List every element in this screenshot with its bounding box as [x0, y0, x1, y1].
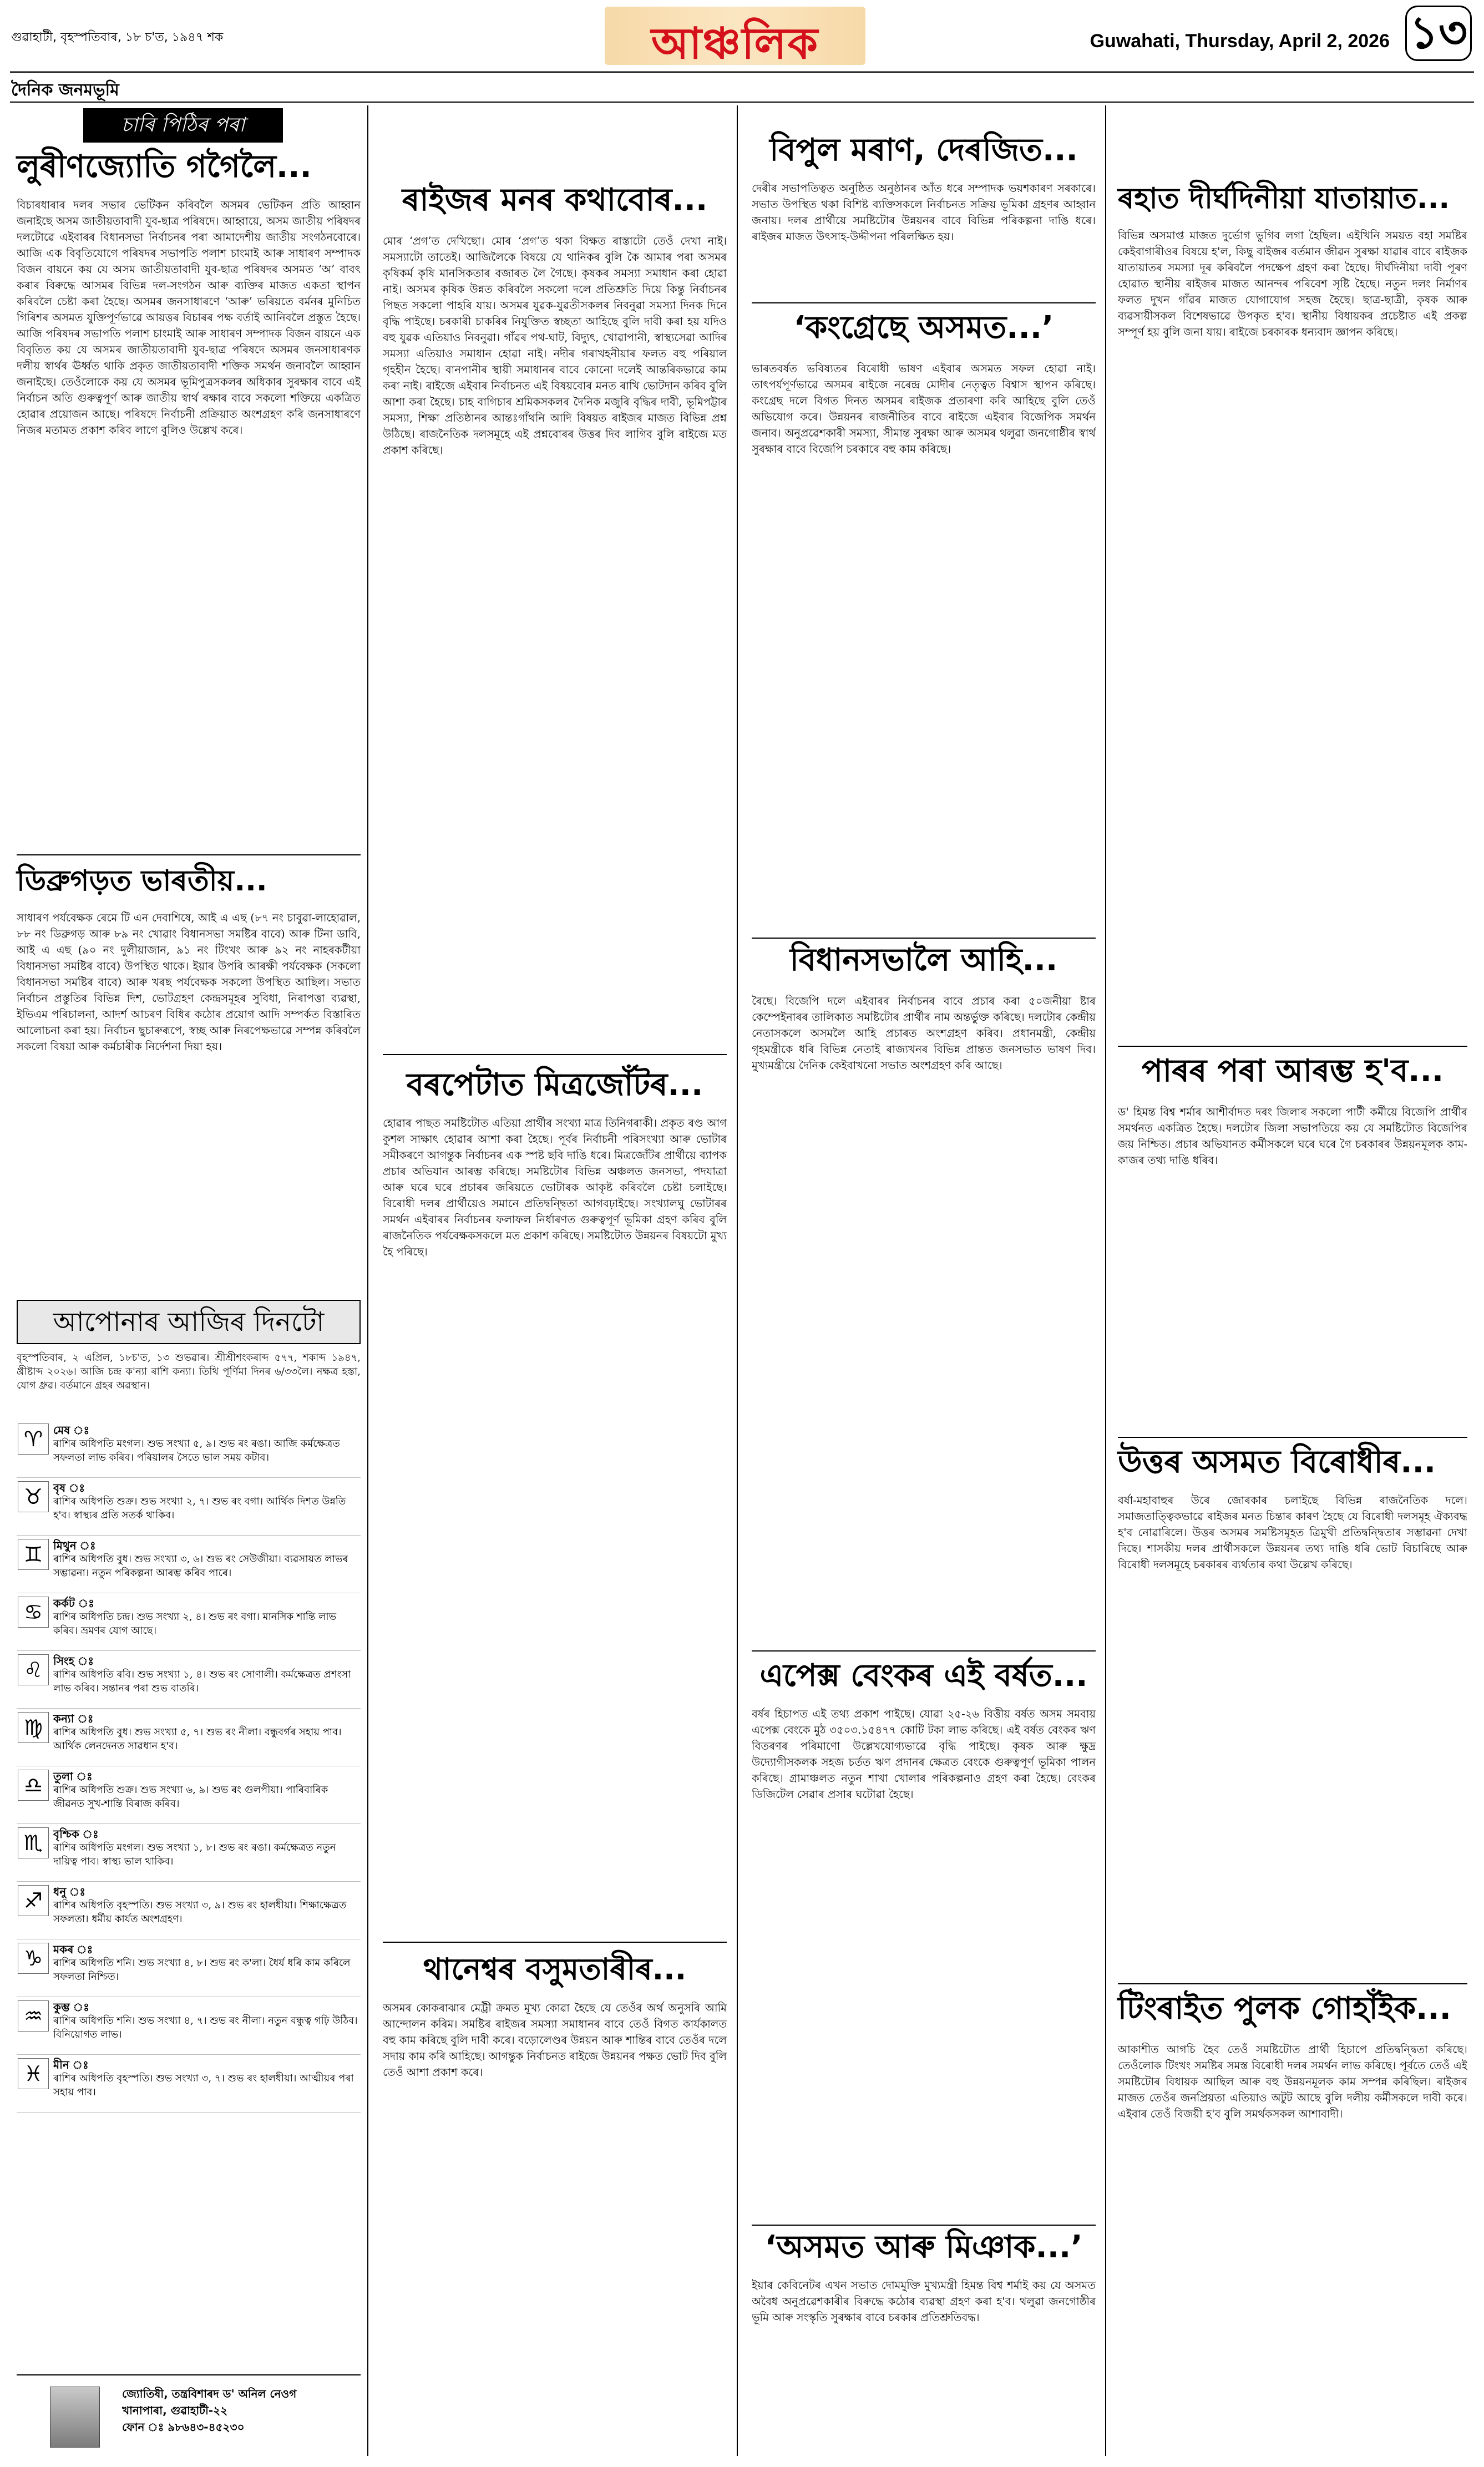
horoscope-row — [17, 1651, 361, 1709]
header-date-english: Guwahati, Thursday, April 2, 2026 — [1090, 31, 1390, 52]
horoscope-row — [17, 1536, 361, 1593]
zodiac-name: সিংহ ঃ — [53, 1654, 94, 1668]
headline: ‘অসমত আৰু মিঞাক...’ — [764, 2229, 1083, 2265]
headline: বিধানসভালৈ আহি... — [789, 942, 1058, 978]
astrologer-box — [17, 2374, 361, 2452]
horoscope-row — [17, 1766, 361, 1824]
astrologer-info — [122, 2385, 296, 2435]
horoscope-row — [17, 1420, 361, 1478]
masthead-logo — [605, 7, 865, 68]
zodiac-name: বৃশ্চিক ঃ — [53, 1827, 99, 1841]
article-body: ইয়াৰ কেবিনেটৰ এখন সভাত দোমমুক্তি মুখ্যমন্ত্ৰী হিমন্ত বিশ্ব শৰ্মাই কয় যে অসমত অবৈধ অনুপ্ৰৱেশকাৰীৰ বিৰুদ্ধে কঠোৰ ব্যৱস্থা গ্ৰহণ কৰা হ'ব। থলুৱা জনগোষ্ঠীৰ ভূমি আৰু সংস্কৃতি সুৰক্ষাৰ বাবে চৰকাৰ প্ৰতিশ্ৰুতিবদ্ধ। — [752, 2279, 1096, 2324]
article-body: মোৰ ‘প্ৰগ’ত দেখিছো। মোৰ ‘প্ৰগ’ত থকা বিক্ষত ৰাস্তাটো তেওঁ দেখা নাই। সমস্যাটো তাতেই। আজিলৈকে বিষয়ে যে থানিকৰ বুলি কৈ আমাৰ পৰা অসমৰ কৃষিকৰ্ম কৃষি মানসিকতাৰ বজাৰত লৈ গৈছে। কৃষকৰ সমস্যা সমাধান কৰা হোৱা নাই। অসমৰ কৃষিক উন্নত কৰিবলৈ সকলো দলে প্ৰতিশ্ৰুতি দিয়ে কিন্তু নিৰ্বাচনৰ পিছত সকলো পাহৰি যায়। অসমৰ যুৱক-যুৱতীসকলৰ নিবনুৱা সমস্যা দিনক দিনে বৃদ্ধি পাইছে। চৰকাৰী চাকৰিৰ নিযুক্তিত স্বচ্ছতা আহিছে বুলি দাবী কৰা হয় যদিও বহু যুৱক এতিয়াও নিবনুৱা। গাঁৱৰ পথ-ঘাট, বিদ্যুৎ, খোৱাপানী, স্বাস্থ্যসেৱা আদিৰ সমস্যা এতিয়াও সমাধান হোৱা নাই। নদীৰ গৰাখহনীয়াৰ ফলত বহু পৰিয়াল গৃহহীন হৈছে। বানপানীৰ স্থায়ী সমাধানৰ বাবে কোনো দলেই আন্তৰিকভাৱে কাম কৰা নাই। ৰাইজে এইবাৰ নিৰ্বাচনত এই বিষয়বোৰ মনত ৰাখি ভোটদান কৰিব বুলি আশা কৰা হৈছে। চাহ বাগিচাৰ শ্ৰমিকসকলৰ দৈনিক মজুৰি বৃদ্ধিৰ দাবী, ভূমিপট্টাৰ সমস্যা, শিক্ষা প্ৰতিষ্ঠানৰ আন্তঃগাঁথনি আদি বিষয়ত ৰাইজৰ মাজত বিভিন্ন প্ৰশ্ন উঠিছে। ৰাজনৈতিক দলসমূহে এই প্ৰশ্নবোৰৰ উত্তৰ দিব লাগিব বুলি ৰাইজে মত প্ৰকাশ কৰিছে। — [383, 235, 727, 457]
zodiac-text: ৰাশিৰ অধিপতি বুধ। শুভ সংখ্যা ৩, ৬। শুভ ৰং সেউজীয়া। ব্যৱসায়ত লাভৰ সম্ভাৱনা। নতুন পৰিকল্পনা আৰম্ভ কৰিব পাৰে। — [53, 1553, 348, 1579]
zodiac-text: ৰাশিৰ অধিপতি মংগল। শুভ সংখ্যা ৫, ৯। শুভ ৰং ৰঙা। আজি কৰ্মক্ষেত্ৰত সফলতা লাভ কৰিব। পৰিয়ালৰ সৈতে ভাল সময় কটাব। — [53, 1438, 340, 1463]
headline: পাৰৰ পৰা আৰম্ভ হ'ব... — [1141, 1053, 1444, 1089]
zodiac-icon: ♍ — [18, 1712, 49, 1743]
horoscope-title: আপোনাৰ আজিৰ দিনটো — [17, 1300, 361, 1344]
zodiac-text: ৰাশিৰ অধিপতি শুক্ৰ। শুভ সংখ্যা ২, ৭। শুভ ৰং বগা। আৰ্থিক দিশত উন্নতি হ'ব। স্বাস্থ্যৰ প্ৰতি সতৰ্ক থাকিব। — [53, 1496, 346, 1521]
page-number: ১৩ — [1405, 6, 1472, 61]
astrologer-name: জ্যোতিষী, তন্ত্ৰবিশাৰদ ড' অনিল নেওগ — [122, 2387, 297, 2400]
headline: ৰাইজৰ মনৰ কথাবোৰ... — [402, 182, 708, 218]
column-divider — [1105, 105, 1106, 2456]
article-body: বিভিন্ন অসমাপ্ত মাজত দুৰ্ভোগ ভুগিব লগা হৈছিল। এইখিনি সময়ত বহা সমষ্টিৰ কেইবাগাৰীওৰ বিষয়ে হ'ল, কিছু বাইজৰ বৰ্তমান জীৱন সুৰক্ষা যাৱাৰ বাবে ৰাইজক যাতায়াতৰ সমস্যা দূৰ কৰিবলৈ পদক্ষেপ গ্ৰহণ কৰা হৈছে। দীৰ্ঘদিনীয়া দাবী পূৰণ হোৱাত স্থানীয় ৰাইজৰ মাজত আনন্দৰ পৰিবেশ সৃষ্টি হৈছে। নতুন দলং নিৰ্মাণৰ ফলত দুখন গাঁৱৰ মাজত যোগাযোগ সহজ হৈছে। ছাত্ৰ-ছাত্ৰী, কৃষক আৰু ব্যৱসায়ীসকল বিশেষভাৱে উপকৃত হ'ব। স্থানীয় বিধায়কৰ প্ৰচেষ্টাত এই প্ৰকল্প সম্পূৰ্ণ হয় বুলি জনা যায়। ৰাইজে চৰকাৰক ধন্যবাদ জ্ঞাপন কৰিছে। — [1118, 229, 1467, 338]
horoscope-row — [17, 1478, 361, 1536]
article-body: দেৰীৰ সভাপতিত্বত অনুষ্ঠিত অনুষ্ঠানৰ আঁত ধৰে সম্পাদক ভয়শকাৰণ সৰকাৰে। সভাত উপস্থিত থকা বিশিষ্ট ব্যক্তিসকলে নিৰ্বাচনত সক্ৰিয় ভূমিকা গ্ৰহণৰ আহ্বান জনায়। দলৰ প্ৰাৰ্থীয়ে সমষ্টিটোৰ উন্নয়নৰ বাবে বিভিন্ন পৰিকল্পনা দাঙি ধৰে। ৰাইজৰ মাজত উৎসাহ-উদ্দীপনা পৰিলক্ষিত হয়। — [752, 182, 1096, 243]
horoscope-row — [17, 1997, 361, 2055]
zodiac-icon: ♌ — [18, 1654, 49, 1685]
zodiac-name: কুম্ভ ঃ — [53, 2000, 89, 2014]
horoscope-row — [17, 1939, 361, 1997]
article-body: সাধাৰণ পৰ্যবেক্ষক ৰেমে টি এন দেবাশিষে, আই এ এছ (৮৭ নং চাবুৱা-লাহোৱাল, ৮৮ নং ডিব্ৰুগড় আৰু ৮৯ নং খোৱাং বিধানসভা সমষ্টিৰ বাবে) আৰু টিনা ডাবি, আই এ এছ (৯০ নং দুলীয়াজান, ৯১ নং টিংখং আৰু ৯২ নং নাহৰকটীয়া বিধানসভা সমষ্টিৰ বাবে) উপস্থিত থাকে। ইয়াৰ উপৰি আৰক্ষী পৰ্যবেক্ষক (সকলো বিধানসভা সমষ্টিৰ বাবে) আৰু খৰছ পৰ্যবেক্ষক সকলো উপস্থিত আছিল। সভাত নিৰ্বাচন প্ৰস্তুতিৰ বিভিন্ন দিশ, ভোটগ্ৰহণ কেন্দ্ৰসমূহৰ সুবিধা, নিৰাপত্তা ব্যৱস্থা, ইভিএম পৰিচালনা, আদৰ্শ আচৰণ বিধিৰ কঠোৰ প্ৰয়োগ আদি সম্পৰ্কত বিস্তাৰিত আলোচনা কৰা হয়। নিৰ্বাচন ছুচাৰুৰূপে, স্বচ্ছ আৰু নিৰপেক্ষভাৱে সম্পন্ন কৰিবলৈ সকলো বিষয়া আৰু কৰ্মচাৰীক নিৰ্দেশনা দিয়া হয়। — [17, 911, 361, 1053]
horoscope-row — [17, 1593, 361, 1651]
astrologer-address: খানাপাৰা, গুৱাহাটী-২২ — [122, 2404, 228, 2417]
horoscope-row — [17, 1709, 361, 1766]
article-divider — [1118, 1046, 1467, 1047]
zodiac-name: কন্যা ঃ — [53, 1712, 94, 1725]
article-divider — [383, 1054, 727, 1055]
article-body: ৰৈছে। বিজেপি দলে এইবাৰৰ নিৰ্বাচনৰ বাবে প্ৰচাৰ কৰা ৫০জনীয়া ষ্টাৰ কেম্পেইনাৰৰ তালিকাত সমষ্টিটোৰ প্ৰাৰ্থীৰ নাম অন্তৰ্ভুক্ত কৰিছে। দলটোৰ কেন্দ্ৰীয় নেতাসকলে অসমলৈ আহি প্ৰচাৰত অংশগ্ৰহণ কৰিব। প্ৰধানমন্ত্ৰী, কেন্দ্ৰীয় গৃহমন্ত্ৰীকে ধৰি বিভিন্ন নেতাই ৰাজ্যখনৰ বিভিন্ন প্ৰান্তত জনসভাত ভাষণ দিব। মুখ্যমন্ত্ৰীয়ে দৈনিক কেইবাখনো সভাত অংশগ্ৰহণ কৰি আছে। — [752, 995, 1096, 1072]
zodiac-text: ৰাশিৰ অধিপতি বৃহস্পতি। শুভ সংখ্যা ৩, ৭। শুভ ৰং হালধীয়া। আত্মীয়ৰ পৰা সহায় পাব। — [53, 2073, 354, 2098]
column-divider — [737, 105, 738, 2456]
zodiac-icon: ♒ — [18, 2000, 49, 2032]
zodiac-icon: ♊ — [18, 1539, 49, 1570]
section-kicker: চাৰি পিঠিৰ পৰা — [83, 108, 283, 143]
article-body: বৰ্ষা-মহাবাহুৰ উৰে জোৰকাৰ চলাইছে বিভিন্ন ৰাজনৈতিক দলে। সমাজতাত্ত্বিকভাৱে ৰাইজৰ মনত চিন্তাৰ কাৰণ হৈছে যে বিৰোধী দলসমূহ ঐক্যবদ্ধ হ'ব নোৱাৰিলে। উত্তৰ অসমৰ সমষ্টিসমূহত ত্ৰিমুখী প্ৰতিদ্বন্দ্বিতাৰ সম্ভাৱনা দেখা দিছে। শাসকীয় দলৰ প্ৰাৰ্থীসকলে উন্নয়নৰ তথ্য দাঙি ধৰি ভোট বিচাৰিছে আৰু বিৰোধী দলসমূহে চৰকাৰৰ ব্যৰ্থতাৰ কথা উল্লেখ কৰিছে। — [1118, 1494, 1467, 1571]
zodiac-text: ৰাশিৰ অধিপতি মংগল। শুভ সংখ্যা ১, ৮। শুভ ৰং ৰঙা। কৰ্মক্ষেত্ৰত নতুন দায়িত্ব পাব। স্বাস্থ্য ভাল থাকিব। — [53, 1842, 336, 1867]
headline: টিংৰাইত পুলক গোহাঁইক... — [1118, 1990, 1451, 2027]
horoscope-row — [17, 2055, 361, 2113]
article-divider — [1118, 1983, 1467, 1984]
zodiac-text: ৰাশিৰ অধিপতি শনি। শুভ সংখ্যা ৪, ৮। শুভ ৰং ক'লা। ধৈৰ্য ধৰি কাম কৰিলে সফলতা নিশ্চিত। — [53, 1957, 351, 1983]
zodiac-name: কৰ্কট ঃ — [53, 1597, 94, 1610]
zodiac-text: ৰাশিৰ অধিপতি চন্দ্ৰ। শুভ সংখ্যা ২, ৪। শুভ ৰং বগা। মানসিক শান্তি লাভ কৰিব। ভ্ৰমণৰ যোগ আছে। — [53, 1611, 337, 1637]
article-body: ভাৰতবৰ্ষত ভবিষ্যতৰ বিৰোধী ভাষণ এইবাৰ অসমত সফল হোৱা নাই। তাৎপৰ্যপূৰ্ণভাৱে অসমৰ ৰাইজে নৰেন্দ্ৰ মোদীৰ নেতৃত্বত বিশ্বাস স্থাপন কৰিছে। কংগ্ৰেছ দলে বিগত দিনত অসমৰ ৰাইজক প্ৰতাৰণা কৰি আহিছে বুলি তেওঁ অভিযোগ কৰে। উন্নয়নৰ ৰাজনীতিৰ বাবে ৰাইজে এইবাৰ বিজেপিক সমৰ্থন জনাব। অনুপ্ৰৱেশকাৰী সমস্যা, সীমান্ত সুৰক্ষা আৰু অসমৰ থলুৱা জনগোষ্ঠীৰ স্বাৰ্থ সুৰক্ষাৰ বাবে বিজেপি চৰকাৰে বহু কাম কৰিছে। — [752, 362, 1096, 455]
headline: ‘কংগ্ৰেছে অসমত...’ — [793, 310, 1054, 346]
zodiac-text: ৰাশিৰ অধিপতি শুক্ৰ। শুভ সংখ্যা ৬, ৯। শুভ ৰং গুলপীয়া। পাৰিবাৰিক জীৱনত সুখ-শান্তি বিৰাজ কৰিব। — [53, 1784, 328, 1810]
horoscope-row — [17, 1824, 361, 1882]
article-divider — [1118, 1437, 1467, 1438]
zodiac-name: ধনু ঃ — [53, 1885, 86, 1898]
zodiac-icon: ♓ — [18, 2058, 49, 2089]
header-date-assamese: গুৱাহাটী, বৃহস্পতিবাৰ, ১৮ চ'ত, ১৯৪৭ শক — [11, 31, 224, 44]
zodiac-icon: ♑ — [18, 1943, 49, 1974]
zodiac-icon: ♎ — [18, 1770, 49, 1801]
article-body: বৰ্ষৰ হিচাপত এই তথ্য প্ৰকাশ পাইছে। যোৱা ২৫-২৬ বিত্তীয় বৰ্ষত অসম সমবায় এপেক্স বেংকে মুঠ ৩৫০৩.১৫৪৭৭ কোটি টকা লাভ কৰিছে। এই বৰ্ষত বেংকৰ ঋণ বিতৰণৰ পৰিমাণো উল্লেখযোগ্যভাৱে বৃদ্ধি পাইছে। কৃষক আৰু ক্ষুদ্ৰ উদ্যোগীসকলক সহজ চৰ্তত ঋণ প্ৰদানৰ ক্ষেত্ৰত বেংকে গুৰুত্বপূৰ্ণ ভূমিকা পালন কৰিছে। গ্ৰামাঞ্চলত নতুন শাখা খোলাৰ পৰিকল্পনাও গ্ৰহণ কৰা হৈছে। বেংকৰ ডিজিটেল সেৱাৰ প্ৰসাৰ ঘটোৱা হৈছে। — [752, 1708, 1096, 1801]
zodiac-name: বৃষ ঃ — [53, 1481, 85, 1495]
horoscope-row — [17, 1882, 361, 1939]
zodiac-name: তুলা ঃ — [53, 1770, 93, 1783]
article-divider — [752, 2225, 1096, 2226]
zodiac-name: মকৰ ঃ — [53, 1943, 93, 1956]
headline: এপেক্স বেংকৰ এই বৰ্ষত... — [759, 1658, 1088, 1694]
article-divider — [752, 1650, 1096, 1652]
header-divider-2 — [10, 102, 1474, 103]
zodiac-text: ৰাশিৰ অধিপতি বুধ। শুভ সংখ্যা ৫, ৭। শুভ ৰং নীলা। বন্ধুবৰ্গৰ সহায় পাব। আৰ্থিক লেনদেনত সাৱধান হ'ব। — [53, 1726, 342, 1752]
headline: বৰপেটাত মিত্ৰজোঁটৰ... — [406, 1067, 703, 1103]
masthead-title: আঞ্চলিক — [651, 19, 819, 69]
article-body: আকাশীত আগচি হৈব তেওঁ সমষ্টিটোত প্ৰাৰ্থী হিচাপে প্ৰতিদ্বন্দ্বিতা কৰিছে। তেওঁলোক টিংখং সমষ্টিৰ সমস্ত বিৰোধী দলৰ সমৰ্থন লাভ কৰিছে। পূৰ্বতে তেওঁ এই সমষ্টিটোৰ বিধায়ক আছিল আৰু বহু উন্নয়নমূলক কাম সম্পন্ন কৰিছিল। ৰাইজৰ মাজত তেওঁৰ জনপ্ৰিয়তা এতিয়াও অটুট আছে বুলি দলীয় কৰ্মীসকলে দাবী কৰে। এইবাৰ তেওঁ বিজয়ী হ'ব বুলি সমৰ্থকসকল আশাবাদী। — [1118, 2043, 1467, 2120]
headline: ৰহাত দীৰ্ঘদিনীয়া যাতায়াত... — [1118, 182, 1450, 215]
zodiac-name: মীন ঃ — [53, 2058, 89, 2071]
header-divider — [10, 71, 1474, 73]
headline: থানেশ্বৰ বসুমতাৰীৰ... — [423, 1952, 687, 1987]
article-divider — [383, 1942, 727, 1943]
article-body: অসমৰ কোকৰাঝাৰ মেট্ৰী ক্ৰমত মূখ্য কোৱা হৈছে যে তেওঁৰ অৰ্থ অনুসৰি আমি আন্দোলন কৰিম। সমষ্টিৰ ৰাইজৰ সমস্যা সমাধানৰ বাবে তেওঁ বিগত কাৰ্যকালত বহু কাম কৰিছে বুলি দাবী কৰে। বড়োলেণ্ডৰ উন্নয়ন আৰু শান্তিৰ বাবে তেওঁৰ দলে সদায় কাম কৰি আহিছে। আগন্তুক নিৰ্বাচনত ৰাইজে উন্নয়নৰ পক্ষত ভোট দিব বুলি তেওঁ আশা প্ৰকাশ কৰে। — [383, 2002, 727, 2079]
zodiac-icon: ♋ — [18, 1597, 49, 1628]
headline: ডিব্ৰুগড়ত ভাৰতীয়... — [17, 864, 267, 898]
astrologer-phone: ফোন ঃ ৯৮৬৪৩-৪৫২৩০ — [122, 2420, 245, 2434]
article-divider — [752, 938, 1096, 939]
article-body: বিচাৰধাৰাৰ দলৰ সভাৰ ভেটিকন কৰিবলৈ অসমৰ ভেটিকন প্ৰতি আহ্বান জনাইছে অসম জাতীয়তাবাদী যুব-ছাত্ৰ পৰিষদে। আহ্বায়ে, অসম জাতীয় পৰিষদৰ দলটোৱে এইবাৰৰ বিধানসভা নিৰ্বাচনৰ পৰা আমাদেশীয় জাতীয় সংগঠনবোৰে। আজি এক বিবৃতিযোগে পৰিষদৰ সভাপতি পলাশ চাংমাই আৰু সাধাৰণ সম্পাদক বিজন বায়নে কয় যে অসম জাতীয়তাবাদী যুব-ছাত্ৰ পৰিষদৰ অসমত ‘অ’ বাবৎ কৰাৰ বিৰুদ্ধে আসমৰ বিভিন্ন দল-সংগঠন আৰু ব্যক্তিৰ মাজত একতা স্থাপন কৰিবলৈ চেষ্টা কৰা হৈছে। অসমৰ জনসাধাৰণে ‘আৰু’ ভৰিয়তে বৰ্মনৰ মুনিচিত গিৰিশৰ অসমত যুক্তিপূৰ্ণভাৱে আয়ত্তৰ বিচাৰৰ পক্ষ বৰ্তাই আনিবলৈ প্ৰস্তুত হৈছে। আজি পৰিষদৰ সভাপতি পলাশ চাংমাই আৰু সাধাৰণ সম্পাদক বিজন বায়নে এক বিবৃতিত কয় যে অসমৰ জাতীয়তাবাদী যুব-ছাত্ৰ পৰিষদে অসমৰ জনসাধাৰণক দলীয় স্বাৰ্থৰ ঊৰ্ধ্বত থাকি প্ৰকৃত জাতীয়তাবাদী শক্তিক সমৰ্থন জনাবলৈ আহ্বান জনাইছে। তেওঁলোকে কয় যে অসমৰ ভূমিপুত্ৰসকলৰ অধিকাৰ সুৰক্ষাৰ বাবে এই নিৰ্বাচন অতি গুৰুত্বপূৰ্ণ আৰু জাতীয় স্বাৰ্থ ৰক্ষাৰ বাবে সকলো শক্তিয়ে একত্ৰিত হোৱাৰ প্ৰয়োজন আছে। পৰিষদে নিৰ্বাচনী প্ৰক্ৰিয়াত অংশগ্ৰহণ কৰি জনসাধাৰণে নিজৰ মতামত প্ৰকাশ কৰিব লাগে বুলিও উল্লেখ কৰে। — [17, 199, 361, 437]
zodiac-name: মিথুন ঃ — [53, 1539, 96, 1552]
horoscope-intro: বৃহস্পতিবাৰ, ২ এপ্ৰিল, ১৮চ'ত, ১৩ শুভৱাৰ। শ্ৰীশ্ৰীশংকৰাব্দ ৫৭৭, শকাব্দ ১৯৪৭, খ্ৰীষ্টাব্দ ২০২৬। আজি চন্দ্ৰ ক'ন্যা ৰাশি কন্যা। তিথি পূৰ্ণিমা দিনৰ ৬/৩৩লৈ। নক্ষত্ৰ হস্তা, যোগ ধ্ৰুৱ। বৰ্তমানে গ্ৰহৰ অৱস্থান। — [17, 1352, 361, 1391]
article-divider — [752, 302, 1096, 303]
zodiac-text: ৰাশিৰ অধিপতি শনি। শুভ সংখ্যা ৪, ৭। শুভ ৰং নীলা। নতুন বন্ধুত্ব গঢ়ি উঠিব। বিনিয়োগত লাভ। — [53, 2015, 358, 2040]
headline: বিপুল মৰাণ, দেৰজিত... — [769, 132, 1078, 168]
article-body: ড' হিমন্ত বিশ্ব শৰ্মাৰ আশীৰ্বাদত দৰং জিলাৰ সকলো পাৰ্টী কৰ্মীয়ে বিজেপি প্ৰাৰ্থীৰ সমৰ্থনত একত্ৰিত হৈছে। দলটোৰ জিলা সভাপতিয়ে কয় যে সমষ্টিটোত বিজেপিৰ জয় নিশ্চিত। প্ৰচাৰ অভিযানত কৰ্মীসকলে ঘৰে ঘৰে গৈ চৰকাৰৰ উন্নয়নমূলক কাম-কাজৰ তথ্য দাঙি ধৰিব। — [1118, 1106, 1467, 1167]
zodiac-text: ৰাশিৰ অধিপতি বৃহস্পতি। শুভ সংখ্যা ৩, ৯। শুভ ৰং হালধীয়া। শিক্ষাক্ষেত্ৰত সফলতা। ধৰ্মীয় কাৰ্যত অংশগ্ৰহণ। — [53, 1899, 347, 1925]
article-divider — [17, 854, 361, 855]
horoscope-list — [17, 1420, 361, 2113]
zodiac-icon: ♈ — [18, 1424, 49, 1455]
zodiac-icon: ♏ — [18, 1827, 49, 1858]
zodiac-icon: ♉ — [18, 1481, 49, 1512]
zodiac-icon: ♐ — [18, 1885, 49, 1916]
headline: উত্তৰ অসমত বিৰোধীৰ... — [1118, 1444, 1436, 1480]
column-divider — [367, 105, 368, 2456]
headline: লুৰীণজ্যোতি গগৈলৈ... — [17, 149, 312, 185]
zodiac-name: মেষ ঃ — [53, 1424, 90, 1437]
paper-name: দৈনিক জনমভূমি — [11, 80, 119, 100]
zodiac-text: ৰাশিৰ অধিপতি ৰবি। শুভ সংখ্যা ১, ৪। শুভ ৰং সোণালী। কৰ্মক্ষেত্ৰত প্ৰশংসা লাভ কৰিব। সন্তানৰ পৰা শুভ বাতৰি। — [53, 1669, 351, 1694]
astrologer-photo — [50, 2387, 100, 2448]
article-body: হোৱাৰ পাছত সমষ্টিটোত এতিয়া প্ৰাৰ্থীৰ সংখ্যা মাত্ৰ তিনিগৰাকী। প্ৰকৃত ৰণ্ড আগ কুশল সাক্ষাৎ হোৱাৰ আশা কৰা হৈছে। পূৰ্বৰ নিৰ্বাচনী পৰিসংখ্যা আৰু ভোটাৰ সমীকৰণে আগন্তুক নিৰ্বাচনৰ এক স্পষ্ট ছবি দাঙি ধৰে। মিত্ৰজোঁটৰ প্ৰাৰ্থীয়ে ব্যাপক প্ৰচাৰ অভিযান আৰম্ভ কৰিছে। সমষ্টিটোৰ বিভিন্ন অঞ্চলত জনসভা, পদযাত্ৰা আৰু ঘৰে ঘৰে প্ৰচাৰৰ জৰিয়তে ভোটাৰক আকৃষ্ট কৰিবলৈ চেষ্টা চলাইছে। বিৰোধী দলৰ প্ৰাৰ্থীয়েও সমানে প্ৰতিদ্বন্দ্বিতা আগবঢ়াইছে। সংখ্যালঘু ভোটাৰৰ সমৰ্থন এইবাৰৰ নিৰ্বাচনৰ ফলাফল নিৰ্ধাৰণত গুৰুত্বপূৰ্ণ ভূমিকা গ্ৰহণ কৰিব বুলি ৰাজনৈতিক পৰ্যবেক্ষকসকলে মত প্ৰকাশ কৰিছে। সমষ্টিটোত উন্নয়নৰ বিষয়টো মুখ্য হৈ পৰিছে। — [383, 1117, 727, 1258]
